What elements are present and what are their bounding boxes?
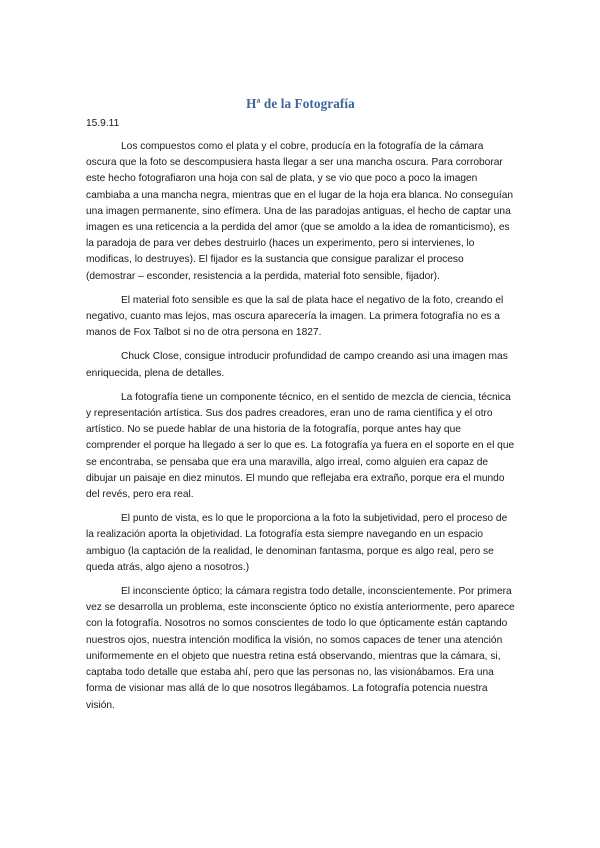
document-date: 15.9.11 xyxy=(86,118,120,129)
paragraph-6: El inconsciente óptico; la cámara registra todo detalle, inconscientemente. Por primera vez se desarrolla un problema, este inconsciente óptico no existía anteriormente, pero aparece con la fotografía. Nosotros no somos conscientes de todo lo que ópticamente están captando nuestros ojos, nuestra intención modifica la visión, no somos capaces de tener una atención uniformemente en el objeto que nuestra retina está observando, mientras que la cámara, si, captaba todo detalle que estaba ahí, pero que las personas no, las visionábamos. Era una forma de visionar mas allá de lo que nosotros llegábamos. La fotografía potencia nuestra visión. xyxy=(86,586,515,711)
paragraph-3: Chuck Close, consigue introducir profundidad de campo creando asi una imagen mas enriquecida, plena de detalles. xyxy=(86,351,508,379)
paragraph-2: El material foto sensible es que la sal de plata hace el negativo de la foto, creando el negativo, cuanto mas lejos, mas oscura aparecería la imagen. La primera fotografía no es a manos de Fox Talbot si no de otra persona en 1827. xyxy=(86,294,504,339)
document-title: Hª de la Fotografía xyxy=(246,96,355,111)
paragraph-1: Los compuestos como el plata y el cobre, producía en la fotografía de la cámara oscura que la foto se descompusiera hasta llegar a ser una mancha oscura. Para corroborar este hecho fotografiaron una hoja con sal de plata, y se vio que poco a poco la imagen cambiaba a una mancha negra, mientras que en el lugar de la hoja era blanca. No conseguían una imagen permanente, sino efímera. Una de las paradojas antiguas, el hecho de captar una imagen es una reticencia a la perdida del amor (que se amoldo a la idea de romanticismo), es la paradoja de para ver debes destruirlo (haces un experimento, pero si intervienes, lo modificas, lo destruyes). El fijador es la sustancia que consigue paralizar el proceso (demostrar – esconder, resistencia a la perdida, material foto sensible, fijador). xyxy=(86,141,514,282)
paragraph-4: La fotografía tiene un componente técnico, en el sentido de mezcla de ciencia, técnica y representación artística. Sus dos padres creadores, eran uno de rama científica y el otro artístico. No se puede hablar de una historia de la fotografía, porque antes hay que comprender el porque ha llegado a ser lo que es. La fotografía ya fuera en el soporte en el que se encontraba, se pensaba que era una maravilla, algo irreal, como alguien era capaz de dibujar un paisaje en diez minutos. El mundo que reflejaba era extraño, porque era el mundo del revés, pero era real. xyxy=(86,391,515,501)
paragraph-5: El punto de vista, es lo que le proporciona a la foto la subjetividad, pero el proceso de la realización aporta la objetividad. La fotografía esta siempre navegando en un espacio ambiguo (la captación de la realidad, le denominan fantasma, porque es algo real, pero se queda atrás, algo ajeno a nosotros.) xyxy=(86,513,508,573)
